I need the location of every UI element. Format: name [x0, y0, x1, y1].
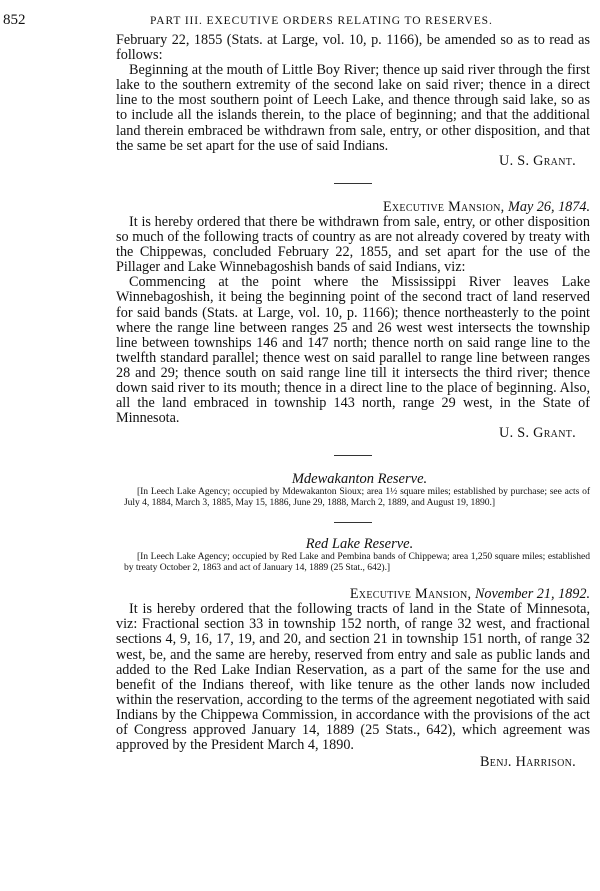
section-divider: [334, 455, 372, 456]
signature-harrison: Benj. Harrison.: [480, 754, 576, 771]
order-1874-intro: It is hereby ordered that there be withdrawn from sale, entry, or other disposition so much of the following tracts of country as are not already covered by treaty with the Chippewas, concluded February 22, 1855, and set apart for the use of the Pillager and Lake Winnebagoshish bands of said Indians, viz:: [116, 213, 590, 276]
section-divider: [334, 183, 372, 184]
running-head: PART III. EXECUTIVE ORDERS RELATING TO RESERVES.: [150, 15, 493, 27]
dateline-date: November 21, 1892.: [474, 586, 590, 603]
page-number: 852: [3, 12, 26, 28]
red-lake-note: [In Leech Lake Agency; occupied by Red Lake and Pembina bands of Chippewa; area 1,250 square miles; established by treaty October 2, 1863 and act of January 14, 1889 (25 Stat., 642).]: [124, 551, 590, 573]
order-1892-text: It is hereby ordered that the following tracts of land in the State of Minnesota, viz: Fractional section 33 in township 152 north, of range 32 west, and fractional sections 4, 9, 16, 17, 19, and 20, and section 21 in township 151 north, of range 32 west, be, and the same are hereby, reserved from entry and sale as public lands and added to the Red Lake Indian Reservation, as a part of the same for the use and benefit of the Indians thereof, with like tenure as the other lands now included within the reservation, according to the terms of the agreement negotiated with said Indians by the Chippewa Commission, in accordance with the provisions of the act of Congress approved January 14, 1889 (25 Stats., 642), which agreement was approved by the President March 4, 1890.: [116, 601, 590, 754]
signature-grant-2: U. S. Grant.: [499, 425, 576, 442]
dateline-date: May 26, 1874.: [508, 198, 590, 215]
order-1-continuation: February 22, 1855 (Stats. at Large, vol. 10, p. 1166), be amended so as to read as follows:: [116, 32, 590, 64]
body-text: [116, 33, 590, 770]
section-divider: [334, 522, 372, 523]
dateline-prefix: Executive Mansion,: [382, 198, 505, 215]
mdewakanton-reserve-title: Mdewakanton Reserve.: [291, 471, 428, 488]
red-lake-reserve-title: Red Lake Reserve.: [305, 536, 414, 553]
mdewakanton-note: [In Leech Lake Agency; occupied by Mdewakanton Sioux; area 1½ square miles; established by purchase; see acts of July 4, 1884, March 3, 1885, May 15, 1886, June 29, 1888, March 2, 1889, and August 19, 1890.]: [124, 486, 590, 508]
order-1874-description: Commencing at the point where the Mississippi River leaves Lake Winnebagoshish, it being the beginning point of the second tract of land reserved for said bands (Stats. at Large, vol. 10, p. 1166); thence northeasterly to the point where the range line between ranges 25 and 26 west west intersects the township line between townships 146 and 147 north; thence north on said range line to the twelfth standard parallel; thence west on said parallel to range line between ranges 28 and 29; thence south on said range line till it intersects the third river; thence down said river to its mouth; thence in a direct line to the place of beginning. Also, all the land embraced in township 143 north, range 29 west, in the State of Minnesota.: [116, 274, 590, 427]
dateline-1874: [116, 200, 590, 215]
order-1-description: Beginning at the mouth of Little Boy River; thence up said river through the first lake to the southern extremity of the second lake on said river; thence in a direct line to the most southern point of Leech Lake, and thence through said lake, so as to include all the islands therein, to the place of beginning; and that the additional land therein embraced be withdrawn from sale, entry, or other disposition, and that the same be set apart for the use of said Indians.: [116, 62, 590, 154]
signature-grant-1: U. S. Grant.: [499, 152, 576, 169]
dateline-prefix: Executive Mansion,: [349, 586, 472, 603]
dateline-1892: [116, 587, 590, 602]
